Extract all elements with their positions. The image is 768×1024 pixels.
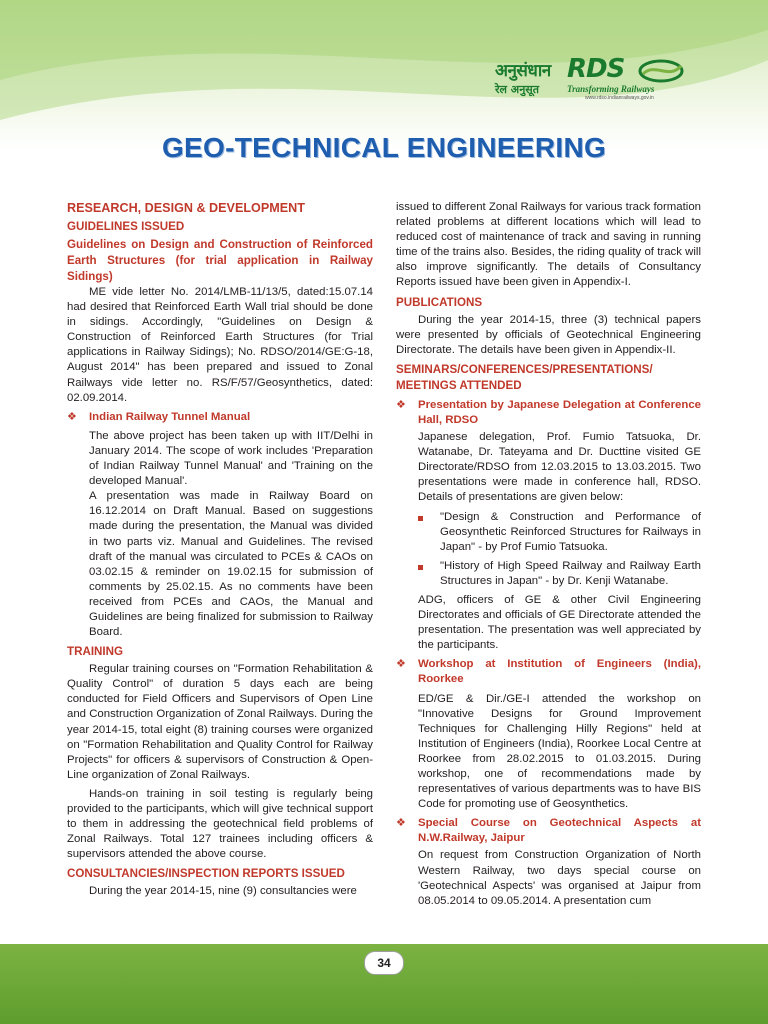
consultancies-continued: issued to different Zonal Railways for various track formation related problems at different locations which will lead to reduced cost of maintenance of track and saving in running time of the trains also. Besides, the riding quality of track will also improve significantly. The details of Consultancy Reports issued have been given in Appendix-I. — [396, 201, 701, 289]
japanese-delegation-item — [396, 398, 701, 428]
presentation-item-2 — [396, 559, 701, 589]
diamond-cluster-icon: ❖ — [67, 410, 77, 423]
square-bullet-icon — [418, 565, 423, 570]
consultancies-heading: CONSULTANCIES/INSPECTION REPORTS ISSUED — [67, 867, 345, 881]
publications-heading: PUBLICATIONS — [396, 295, 483, 309]
square-bullet-icon — [418, 516, 423, 521]
workshop-heading: Workshop at Institution of Engineers (India), Roorkee — [418, 658, 701, 686]
rdd-heading: RESEARCH, DESIGN & DEVELOPMENT — [67, 201, 305, 215]
logo-swirl-icon — [637, 58, 685, 84]
training-heading: TRAINING — [67, 645, 124, 659]
tunnel-manual-item — [67, 410, 373, 425]
page-number: 34 — [364, 951, 404, 975]
tunnel-heading: Indian Railway Tunnel Manual — [89, 410, 251, 423]
workshop-item — [396, 657, 701, 687]
japanese-delegation-paragraph: Japanese delegation, Prof. Fumio Tatsuoka, Dr. Watanabe, Dr. Tateyama and Dr. Ducttine visited GE Directorate/RDSO from 12.03.2015 to 13.03.2015. Two presentations were made in conference hall, RDSO. Details of presentations are given below: — [418, 431, 701, 504]
training-paragraph-2: Hands-on training in soil testing is regularly being provided to the participants, which will give technical support to them in addressing the geotechnical field problems of Zonal Railways. Total 127 trainees including officers & supervisors attended the above course. — [67, 787, 373, 861]
diamond-cluster-icon: ❖ — [396, 658, 406, 671]
diamond-cluster-icon: ❖ — [396, 817, 406, 830]
special-course-item — [396, 816, 701, 846]
logo-rds-text: RDS — [567, 54, 625, 84]
left-column — [67, 200, 373, 899]
training-paragraph-1: Regular training courses on "Formation Rehabilitation & Quality Control" of duration 5 days each are being conducted for Field Officers and Supervisors of Open Line and Construction Organization of Zonal Railways. During the year 2014-15, total eight (8) training courses were organized on "Formation Rehabilitation and Quality Control for Railway Projects" for officers & supervisors of Construction & Open-Line organization of Zonal Railways. — [67, 663, 373, 781]
consultancies-paragraph: During the year 2014-15, nine (9) consultancies were — [89, 885, 357, 898]
logo-hindi-text: अनुसंधान — [495, 61, 551, 81]
logo-tagline: Transforming Railways — [567, 84, 655, 94]
page-title: GEO-TECHNICAL ENGINEERING — [161, 132, 607, 163]
japanese-delegation-heading: Presentation by Japanese Delegation at Conference Hall, RDSO — [418, 398, 701, 426]
publications-paragraph: During the year 2014-15, three (3) technical papers were presented by officials of Geotechnical Engineering Directorate. The details have been given in Appendix-II. — [396, 313, 701, 356]
special-course-heading: Special Course on Geotechnical Aspects at N.W.Railway, Jaipur — [418, 817, 701, 845]
tunnel-paragraph-1: The above project has been taken up with IIT/Delhi in January 2014. The scope of work includes 'Preparation of Indian Railway Tunnel Manual' and 'Training on the developed Manual'. — [89, 429, 373, 488]
seminars-heading: SEMINARS/CONFERENCES/PRESENTATIONS/ MEETINGS ATTENDED — [396, 362, 653, 392]
logo-url: www.rdso.indianrailways.gov.in — [585, 95, 654, 101]
guidelines-issued-heading: GUIDELINES ISSUED — [67, 220, 185, 233]
japanese-delegation-summary: ADG, officers of GE & other Civil Engineering Directorates and officials of GE Directorate attended the presentation. The presentation was well appreciated by the participants. — [418, 593, 701, 652]
special-course-paragraph: On request from Construction Organization of North Western Railway, two days special course on 'Geotechnical Aspects' was organised at Jaipur from 08.05.2014 to 09.05.2014. A presentation cum — [418, 849, 701, 907]
guidelines-title: Guidelines on Design and Construction of Reinforced Earth Structures (for trial application in Railway Sidings) — [67, 238, 373, 283]
guidelines-body: ME vide letter No. 2014/LMB-11/13/5, dated:15.07.14 had desired that Reinforced Earth Wall trial should be done in sidings. Accordingly, "Guidelines on Design & Construction of Reinforced Earth Structures (for Trial applications in Railway Sidings); No. RDSO/2014/GE:G-18, August 2014" has been prepared and issued to Zonal Railways vide letter no. RS/F/57/Geosynthetics, dated: 02.09.2014. — [67, 286, 373, 404]
presentation-item-2-text: "History of High Speed Railway and Railway Earth Structures in Japan" - by Dr. Kenji Watanabe. — [440, 559, 701, 587]
workshop-paragraph: ED/GE & Dir./GE-I attended the workshop on "Innovative Designs for Ground Improvement Techniques for Challenging Hilly Regions" held at Institution of Engineers (India), Roorkee Local Centre at Roorkee from 28.02.2015 to 01.03.2015. During workshop, one of recommendations made by representatives of various departments was to have BIS Code for promoting use of Geosynthetics. — [418, 692, 701, 811]
diamond-cluster-icon: ❖ — [396, 398, 406, 411]
presentation-item-1 — [396, 510, 701, 555]
right-column — [396, 200, 701, 909]
rdso-logo — [495, 54, 695, 106]
logo-hindi-subtext: रेल अनुसूत — [495, 83, 540, 96]
presentation-item-1-text: "Design & Construction and Performance of Geosynthetic Reinforced Structures for Railways in Japan" - by Prof Fumio Tatsuoka. — [440, 510, 701, 553]
tunnel-paragraph-2: A presentation was made in Railway Board on 16.12.2014 on Draft Manual. Based on suggestions made during the presentation, the Manual was divided in two parts viz. Manual and Guidelines. The revised draft of the manual was circulated to PCEs & CAOs on 03.02.15 & reminder on 19.02.15 for submission of comments by 25.02.15. As no comments have been received from PCEs and CAOs, the Manual and Guidelines are being finalized for submission to Railway Board. — [89, 490, 373, 639]
